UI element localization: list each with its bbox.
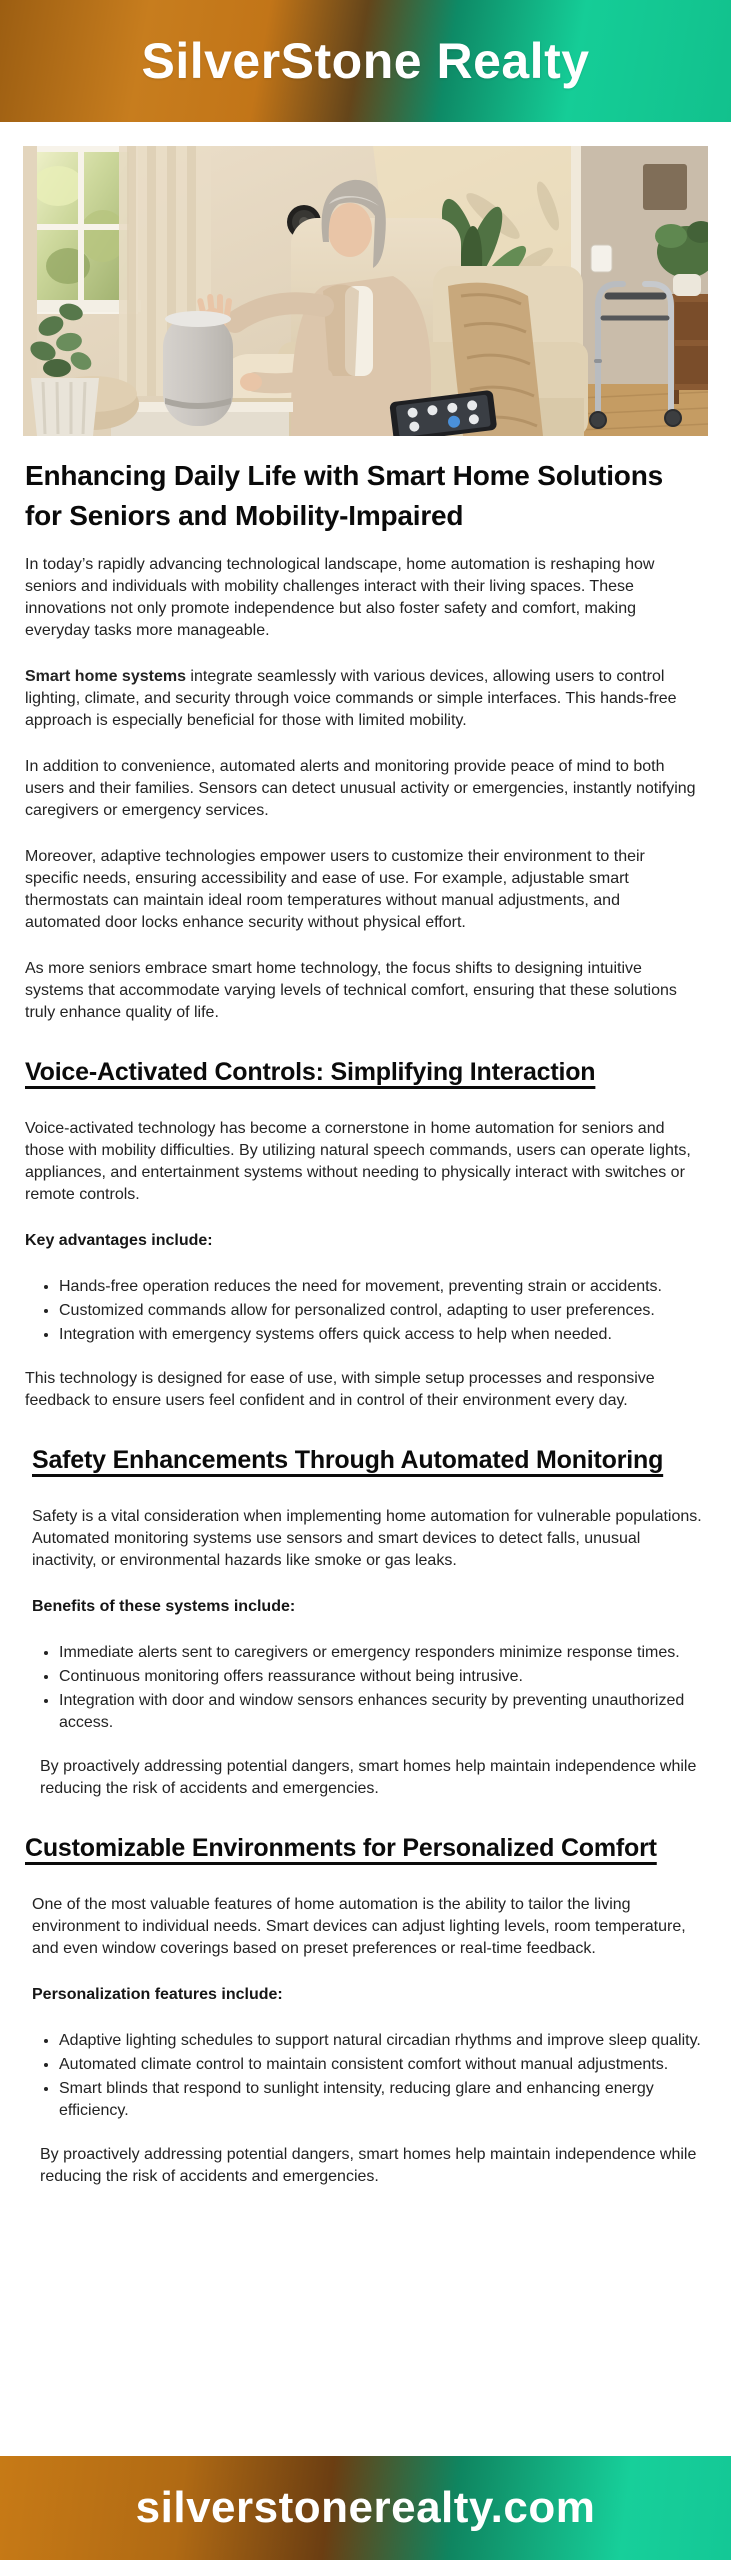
footer-website-url: silverstonerealty.com xyxy=(135,2483,596,2532)
section1-closing: This technology is designed for ease of use, with simple setup processes and responsive feedback to ensure users feel confident and in control of their environment every day. xyxy=(25,1370,655,1409)
hero-woman-face xyxy=(328,203,372,257)
list-item: • Integration with door and window sensors enhances security by preventing unauthorized access. xyxy=(59,1690,706,1734)
section-heading-voice-activated: Voice-Activated Controls: Simplifying Interaction xyxy=(25,1058,596,1086)
section2-closing: By proactively addressing potential dangers, smart homes help maintain independence while reducing the risk of accidents and emergencies. xyxy=(40,1758,697,1797)
section2-list-lead: Benefits of these systems include: xyxy=(32,1598,296,1615)
list-item: • Hands-free operation reduces the need for movement, preventing strain or accidents. xyxy=(59,1276,706,1298)
list-item: • Integration with emergency systems offers quick access to help when needed. xyxy=(59,1324,706,1346)
intro-paragraph-5: As more seniors embrace smart home technology, the focus shifts to designing intuitive systems that accommodate varying levels of technical comfort, ensuring that these solutions truly enhance quality of life. xyxy=(25,960,677,1021)
section3-list-lead: Personalization features include: xyxy=(32,1986,283,2003)
list-item: • Continuous monitoring offers reassurance without being intrusive. xyxy=(59,1666,706,1688)
article xyxy=(0,456,731,2188)
section3-closing: By proactively addressing potential dangers, smart homes help maintain independence while reducing the risk of accidents and emergencies. xyxy=(40,2146,697,2185)
section-heading-customizable: Customizable Environments for Personalized Comfort xyxy=(25,1834,657,1862)
section-heading-safety: Safety Enhancements Through Automated Monitoring xyxy=(32,1446,664,1474)
section1-intro: Voice-activated technology has become a cornerstone in home automation for seniors and those with mobility difficulties. By utilizing natural speech commands, users can operate lights, appliances, and entertainment systems without needing to physically interact with switches or remote controls. xyxy=(25,1120,691,1203)
list-item: • Customized commands allow for personalized control, adapting to user preferences. xyxy=(59,1300,706,1322)
intro-paragraph-2: Smart home systems integrate seamlessly with various devices, allowing users to control lighting, climate, and security through voice commands or simple interfaces. This hands-free approach is especially beneficial for those with limited mobility. xyxy=(25,668,677,729)
list-item: • Adaptive lighting schedules to support natural circadian rhythms and improve sleep quality. xyxy=(59,2030,706,2052)
bold-lead-smart-home-systems: Smart home systems xyxy=(25,668,186,685)
hero-image xyxy=(23,146,708,436)
hero-picture-frame xyxy=(643,164,687,210)
section2-bullet-list xyxy=(25,1642,706,1734)
section1-list-lead: Key advantages include: xyxy=(25,1232,213,1249)
page-title: Enhancing Daily Life with Smart Home Solutions for Seniors and Mobility-Impaired xyxy=(25,460,663,531)
list-item: • Automated climate control to maintain consistent comfort without manual adjustments. xyxy=(59,2054,706,2076)
footer-banner xyxy=(0,2456,731,2560)
intro-paragraph-3: In addition to convenience, automated alerts and monitoring provide peace of mind to both users and their families. Sensors can detect unusual activity or emergencies, instantly notifying caregivers or emergency services. xyxy=(25,758,696,819)
hero-illustration xyxy=(23,146,708,436)
header-banner xyxy=(0,0,731,122)
hero-cabinet xyxy=(671,294,708,404)
hero-wall-sensor xyxy=(591,245,612,272)
section3-intro: One of the most valuable features of home automation is the ability to tailor the living environment to individual needs. Smart devices can adjust lighting levels, room temperature, and even window coverings based on preset preferences or real-time feedback. xyxy=(32,1896,686,1957)
section2-intro: Safety is a vital consideration when implementing home automation for vulnerable populations. Automated monitoring systems use sensors and smart devices to detect falls, unusual inactivity, or environmental hazards like smoke or gas leaks. xyxy=(32,1508,702,1569)
list-item: • Immediate alerts sent to caregivers or emergency responders minimize response times. xyxy=(59,1642,706,1664)
brand-title: SilverStone Realty xyxy=(141,33,590,89)
hero-smart-speaker xyxy=(163,311,233,426)
intro-paragraph-1: In today’s rapidly advancing technological landscape, home automation is reshaping how seniors and individuals with mobility challenges interact with their living spaces. These innovations not only promote independence but also foster safety and comfort, making everyday tasks more manageable. xyxy=(25,556,655,639)
section3-bullet-list xyxy=(25,2030,706,2122)
list-item: • Smart blinds that respond to sunlight intensity, reducing glare and enhancing energy efficiency. xyxy=(59,2078,706,2122)
section1-bullet-list xyxy=(25,1276,706,1346)
intro-paragraph-4: Moreover, adaptive technologies empower users to customize their environment to their specific needs, ensuring accessibility and ease of use. For example, adjustable smart thermostats can maintain ideal room temperatures without manual adjustments, and automated door locks enhance security without physical effort. xyxy=(25,848,645,931)
